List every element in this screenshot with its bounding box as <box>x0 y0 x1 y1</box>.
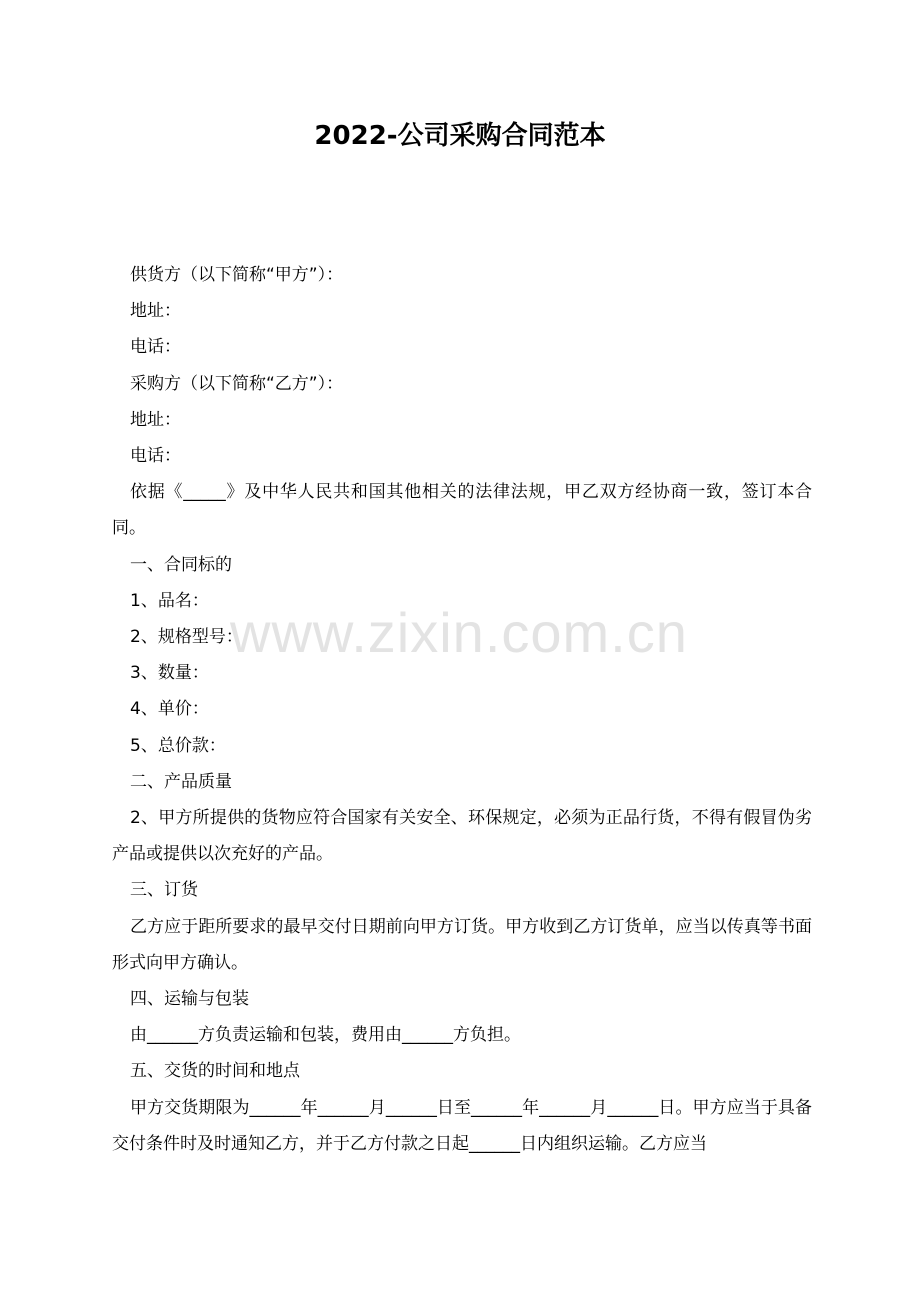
document-title: 2022-公司采购合同范本 <box>314 121 606 151</box>
paragraph-specification: 2、规格型号： <box>130 627 243 648</box>
section-heading-ordering: 三、订货 <box>130 880 198 901</box>
document-body <box>112 257 812 1162</box>
watermark: www.zixin.com.cn <box>230 601 688 664</box>
section-heading-transport: 四、运输与包装 <box>130 989 249 1010</box>
paragraph-delivery: 甲方交货期限为______年______月______日至______年______月______日。甲方应当于具备交付条件时及时通知乙方，并于乙方付款之日起______日内组织运输。乙方应当 <box>112 1097 812 1154</box>
paragraph-supplier: 供货方（以下简称“甲方”）： <box>130 265 344 285</box>
section-heading-delivery: 五、交货的时间和地点 <box>130 1061 300 1082</box>
paragraph-quality: 2、甲方所提供的货物应符合国家有关安全、环保规定，必须为正品行货，不得有假冒伪劣产品或提供以次充好的产品。 <box>112 808 812 865</box>
paragraph-purchaser-address: 地址： <box>130 409 181 430</box>
paragraph-supplier-address: 地址： <box>130 301 181 322</box>
paragraph-purchaser: 采购方（以下简称“乙方”）： <box>130 373 344 394</box>
paragraph-transport: 由______方负责运输和包装，费用由______方负担。 <box>130 1025 521 1046</box>
paragraph-product-name: 1、品名： <box>130 590 209 611</box>
paragraph-total-price: 5、总价款： <box>130 735 226 756</box>
paragraph-purchaser-phone: 电话： <box>130 446 181 467</box>
section-heading-subject: 一、合同标的 <box>130 554 232 575</box>
paragraph-ordering: 乙方应于距所要求的最早交付日期前向甲方订货。甲方收到乙方订货单，应当以传真等书面形式向甲方确认。 <box>112 916 812 973</box>
paragraph-quantity: 3、数量： <box>130 663 209 684</box>
section-heading-quality: 二、产品质量 <box>130 771 232 792</box>
paragraph-unit-price: 4、单价： <box>130 699 209 720</box>
paragraph-basis: 依据《_____》及中华人民共和国其他相关的法律法规，甲乙双方经协商一致，签订本合同。 <box>112 482 812 539</box>
paragraph-supplier-phone: 电话： <box>130 337 181 358</box>
